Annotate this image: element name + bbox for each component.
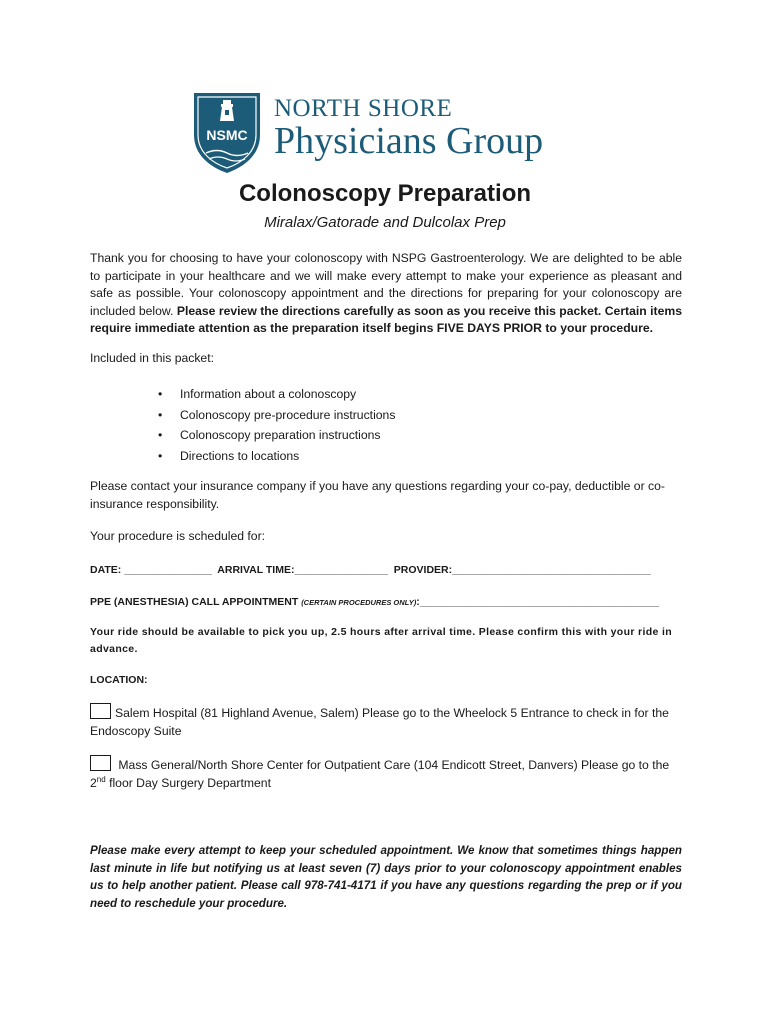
ppe-line [90, 596, 659, 608]
ppe-field[interactable]: :_________________________________________ [416, 596, 660, 608]
salem-text: Salem Hospital (81 Highland Avenue, Salem) Please go to the Wheelock 5 Entrance to check in for the Endoscopy Suite [90, 706, 669, 738]
intro-text: Thank you for choosing to have your colonoscopy with NSPG Gastroenterology. We are delighted to be able to participate in your healthcare and we will make every attempt to make your experience as pleasant and safe as possible. Your colonoscopy appointment and the directions for preparing for your colonoscopy are included below. [90, 251, 682, 318]
date-time-provider-line [90, 564, 651, 576]
arrival-time-field[interactable]: ________________ [294, 564, 388, 576]
intro-bold: Please review the directions carefully as soon as you receive this packet. Certain items require immediate attention as the preparation itself begins FIVE DAYS PRIOR to your procedure. [90, 303, 682, 336]
list-item: • Directions to locations [158, 446, 395, 467]
location-salem [90, 703, 682, 741]
logo-line-2: Physicians Group [274, 120, 544, 162]
location-danvers [90, 755, 682, 793]
list-item: • Colonoscopy pre-procedure instructions [158, 405, 395, 426]
closing-paragraph: Please make every attempt to keep your scheduled appointment. We know that sometimes things happen last minute in life but notifying us at least seven (7) days prior to your colonoscopy appointment enables us to help another patient. Please call 978-741-4171 if you have any questions regarding the prep or if you need to reschedule your procedure. [90, 844, 682, 910]
logo-emblem-text [192, 125, 262, 145]
ppe-note: (CERTAIN PROCEDURES ONLY) [301, 598, 417, 607]
danvers-text: Mass General/North Shore Center for Outpatient Care (104 Endicott Street, Danvers) Please go to the 2 [90, 758, 670, 790]
provider-field[interactable]: __________________________________ [452, 564, 651, 576]
logo-line-1: NORTH SHORE [274, 95, 453, 122]
danvers-superscript: nd [96, 774, 106, 784]
intro-paragraph [90, 250, 682, 338]
packet-list [158, 384, 395, 466]
ride-notice: Your ride should be available to pick you up, 2.5 hours after arrival time. Please confirm this with your ride in advance. [90, 626, 672, 655]
svg-text:NSMC: NSMC [206, 127, 248, 143]
page-subtitle: Miralax/Gatorade and Dulcolax Prep [264, 214, 506, 231]
list-item: • Colonoscopy preparation instructions [158, 425, 395, 446]
date-label: DATE: [90, 564, 125, 576]
salem-checkbox[interactable] [90, 703, 111, 719]
page-title: Colonoscopy Preparation [238, 180, 532, 207]
insurance-paragraph: Please contact your insurance company if you have any questions regarding your co-pay, deductible or co-insurance responsibility. [90, 479, 665, 511]
arrival-time-label: ARRIVAL TIME: [217, 564, 295, 576]
location-label: LOCATION: [90, 674, 148, 686]
danvers-checkbox[interactable] [90, 755, 111, 771]
provider-label: PROVIDER: [393, 564, 453, 576]
danvers-text-end: floor Day Surgery Department [105, 775, 271, 790]
ppe-label: PPE (ANESTHESIA) CALL APPOINTMENT [90, 596, 302, 608]
included-label: Included in this packet: [90, 351, 214, 365]
date-field[interactable]: _______________ [124, 564, 212, 576]
list-item: • Information about a colonoscopy [158, 384, 395, 405]
scheduled-label: Your procedure is scheduled for: [90, 529, 266, 543]
logo [192, 91, 582, 175]
